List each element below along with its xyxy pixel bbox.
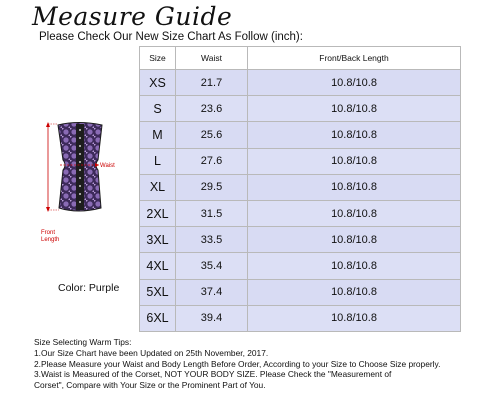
cell-waist: 33.5 <box>176 227 248 253</box>
cell-length: 10.8/10.8 <box>248 122 461 148</box>
cell-size: L <box>140 148 176 174</box>
header-waist: Waist <box>176 47 248 70</box>
cell-size: 4XL <box>140 253 176 279</box>
cell-waist: 29.5 <box>176 174 248 200</box>
cell-waist: 27.6 <box>176 148 248 174</box>
cell-waist: 21.7 <box>176 70 248 96</box>
cell-size: XL <box>140 174 176 200</box>
cell-length: 10.8/10.8 <box>248 200 461 226</box>
cell-waist: 31.5 <box>176 200 248 226</box>
cell-waist: 37.4 <box>176 279 248 305</box>
cell-size: S <box>140 96 176 122</box>
table-row <box>140 227 461 253</box>
cell-length: 10.8/10.8 <box>248 70 461 96</box>
table-row <box>140 253 461 279</box>
table-row <box>140 305 461 331</box>
cell-size: 5XL <box>140 279 176 305</box>
cell-size: XS <box>140 70 176 96</box>
cell-size: M <box>140 122 176 148</box>
front-length-label <box>41 230 59 244</box>
size-tips <box>34 337 496 391</box>
size-chart-table <box>139 46 461 332</box>
cell-waist: 35.4 <box>176 253 248 279</box>
tip-item: 1.Our Size Chart have been Updated on 25th November, 2017. <box>34 347 269 358</box>
tips-heading: Size Selecting Warm Tips: <box>34 337 132 347</box>
table-row <box>140 70 461 96</box>
tip-item: 3.Waist is Measured of the Corset, NOT YOUR BODY SIZE. Please Check the "Measurement of <box>34 369 392 380</box>
header-length: Front/Back Length <box>248 47 461 70</box>
table-row <box>140 122 461 148</box>
table-header-row <box>140 47 461 70</box>
color-note: Color: Purple <box>58 282 120 294</box>
cell-length: 10.8/10.8 <box>248 174 461 200</box>
cell-length: 10.8/10.8 <box>248 96 461 122</box>
cell-waist: 39.4 <box>176 305 248 331</box>
header-size: Size <box>140 47 176 70</box>
waist-label: Waist <box>100 163 115 169</box>
corset-illustration <box>38 120 133 280</box>
cell-waist: 23.6 <box>176 96 248 122</box>
cell-size: 6XL <box>140 305 176 331</box>
subtitle: Please Check Our New Size Chart As Follow (inch): <box>39 31 303 43</box>
table-row <box>140 174 461 200</box>
table-row <box>140 200 461 226</box>
front-length-label-line2: Length <box>41 237 60 243</box>
table-row <box>140 148 461 174</box>
table-row <box>140 279 461 305</box>
table-row <box>140 96 461 122</box>
cell-waist: 25.6 <box>176 122 248 148</box>
cell-length: 10.8/10.8 <box>248 227 461 253</box>
front-length-label-line1: Front <box>41 230 56 236</box>
cell-length: 10.8/10.8 <box>248 253 461 279</box>
cell-length: 10.8/10.8 <box>248 279 461 305</box>
tip-item: Corset", Compare with Your Size or the Prominent Part of You. <box>34 380 266 391</box>
cell-length: 10.8/10.8 <box>248 148 461 174</box>
cell-size: 3XL <box>140 227 176 253</box>
tip-item: 2.Please Measure your Waist and Body Length Before Order, According to your Size to Choose Size properly. <box>34 358 441 369</box>
cell-length: 10.8/10.8 <box>248 305 461 331</box>
cell-size: 2XL <box>140 200 176 226</box>
page-title: Measure Guide <box>32 2 233 31</box>
